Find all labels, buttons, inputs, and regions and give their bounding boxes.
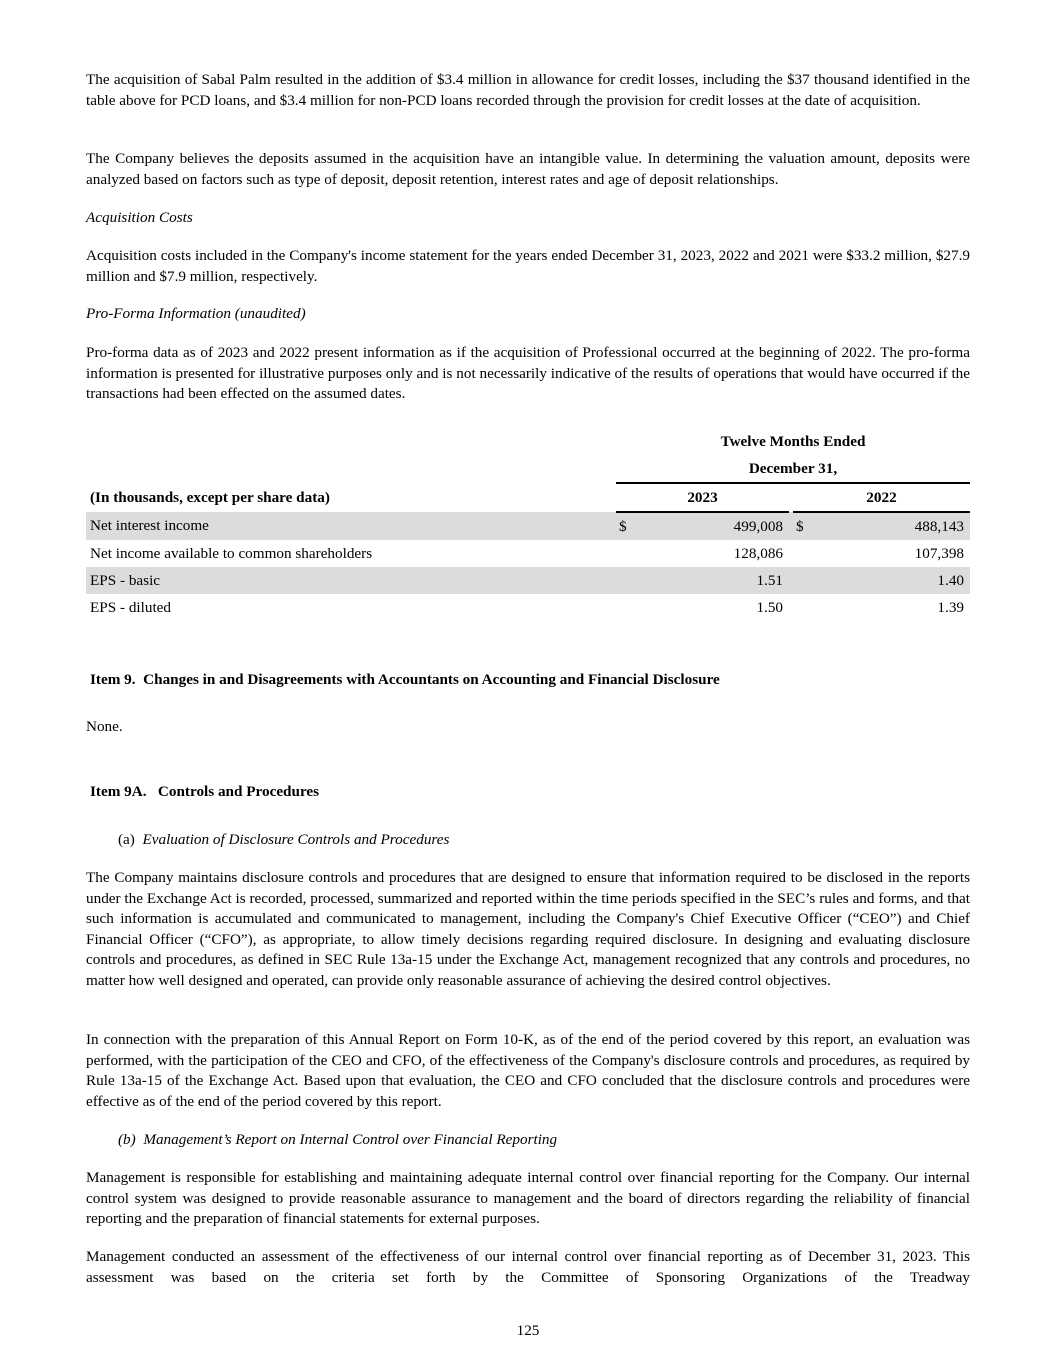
currency-symbol: $ xyxy=(793,512,812,540)
value-2022: 488,143 xyxy=(812,512,970,540)
value-2023: 1.51 xyxy=(635,567,789,594)
subsection-b-marker: (b) xyxy=(118,1131,136,1148)
table-row xyxy=(86,540,970,567)
value-2022: 1.39 xyxy=(937,598,964,616)
subsection-a-marker: (a) xyxy=(118,831,135,848)
row-label: EPS - basic xyxy=(86,567,616,594)
value-2023: 1.50 xyxy=(756,598,784,616)
paragraph-deposits: The Company believes the deposits assumed in the acquisition have an intangible value. In determining the valuation amount, deposits were analyzed based on factors such as type of deposit, deposit retention, interest rates and age of deposit relationships. xyxy=(86,150,970,188)
year-header-2023: 2023 xyxy=(616,483,789,512)
subsection-a-heading xyxy=(118,830,1002,851)
column-group-header-line2: December 31, xyxy=(616,455,970,483)
item-9a-heading xyxy=(90,782,974,803)
paragraph-disclosure-controls: The Company maintains disclosure controls and procedures that are designed to ensure that information required to be disclosed in the reports under the Exchange Act is recorded, processed, summarized and reported within the time periods specified in the SEC’s rules and forms, and that such information is accumulated and communicated to management, including the Company's Chief Executive Officer (“CEO”) and Chief Financial Officer (“CFO”), as appropriate, to allow timely decisions regarding required disclosure. In designing and evaluating disclosure controls and procedures, as defined in SEC Rule 13a-15 under the Exchange Act, management recognized that any controls and procedures, no matter how well designed and operated, can provide only reasonable assurance of achieving the desired control objectives. xyxy=(86,869,970,989)
column-group-header-line1: Twelve Months Ended xyxy=(720,432,866,450)
item-9-title: Changes in and Disagreements with Accountants on Accounting and Financial Disclosure xyxy=(143,671,720,688)
paragraph-management-responsibility: Management is responsible for establishing and maintaining adequate internal control over financial reporting for the Company. Our internal control system was designed to provide reasonable assurance to management and the board of directors regarding the reliability of financial reporting and the preparation of financial statements for external purposes. xyxy=(86,1169,970,1228)
subsection-b-title: Management’s Report on Internal Control over Financial Reporting xyxy=(143,1131,558,1148)
item-9a-number: Item 9A. xyxy=(90,783,147,800)
row-label: Net income available to common shareholders xyxy=(90,544,373,562)
paragraph-evaluation: In connection with the preparation of this Annual Report on Form 10-K, as of the end of the period covered by this report, an evaluation was performed, with the participation of the CEO and CFO, of the effectiveness of the Company's disclosure controls and procedures, as required by Rule 13a-15 of the Exchange Act. Based upon that evaluation, the CEO and CFO concluded that the disclosure controls and procedures were effective as of the end of the period covered by this report. xyxy=(86,1031,970,1110)
paragraph-acquisition-costs: Acquisition costs included in the Company's income statement for the years ended December 31, 2023, 2022 and 2021 were $33.2 million, $27.9 million and $7.9 million, respectively. xyxy=(86,247,970,285)
table-row xyxy=(86,567,970,594)
currency-symbol: $ xyxy=(616,512,635,540)
value-2023: 499,008 xyxy=(635,512,789,540)
paragraph-management-assessment: Management conducted an assessment of the effectiveness of our internal control over financial reporting as of December 31, 2023. This assessment was based on the criteria set forth by the Committee of Sponsoring Organizations of the Treadway xyxy=(86,1248,970,1286)
pro-forma-table xyxy=(86,428,970,621)
heading-acquisition-costs: Acquisition Costs xyxy=(86,209,193,226)
table-row xyxy=(86,594,970,621)
value-2023: 128,086 xyxy=(733,544,784,562)
subsection-a-title: Evaluation of Disclosure Controls and Procedures xyxy=(142,831,450,848)
item-9a-title: Controls and Procedures xyxy=(157,783,320,800)
value-2022: 1.40 xyxy=(812,567,970,594)
paragraph-pro-forma: Pro-forma data as of 2023 and 2022 present information as if the acquisition of Professional occurred at the beginning of 2022. The pro-forma information is presented for illustrative purposes only and is not necessarily indicative of the results of operations that would have occurred if the transactions had been effected on the assumed dates. xyxy=(86,344,970,403)
subsection-b-heading xyxy=(118,1130,1002,1151)
item-9-body: None. xyxy=(86,718,123,735)
year-header-2022: 2022 xyxy=(793,483,970,512)
heading-pro-forma: Pro-Forma Information (unaudited) xyxy=(86,305,306,322)
page-number: 125 xyxy=(516,1322,540,1339)
paragraph-sabal-palm: The acquisition of Sabal Palm resulted in the addition of $3.4 million in allowance for credit losses, including the $37 thousand identified in the table above for PCD loans, and $3.4 million for non-PCD loans recorded through the provision for credit losses at the date of acquisition. xyxy=(86,71,970,109)
row-label: EPS - diluted xyxy=(90,598,172,616)
table-row xyxy=(86,512,970,540)
item-9-heading xyxy=(90,670,974,691)
label-column-header: (In thousands, except per share data) xyxy=(90,488,330,506)
row-label: Net interest income xyxy=(86,512,616,540)
item-9-number: Item 9. xyxy=(90,671,136,688)
value-2022: 107,398 xyxy=(914,544,964,562)
